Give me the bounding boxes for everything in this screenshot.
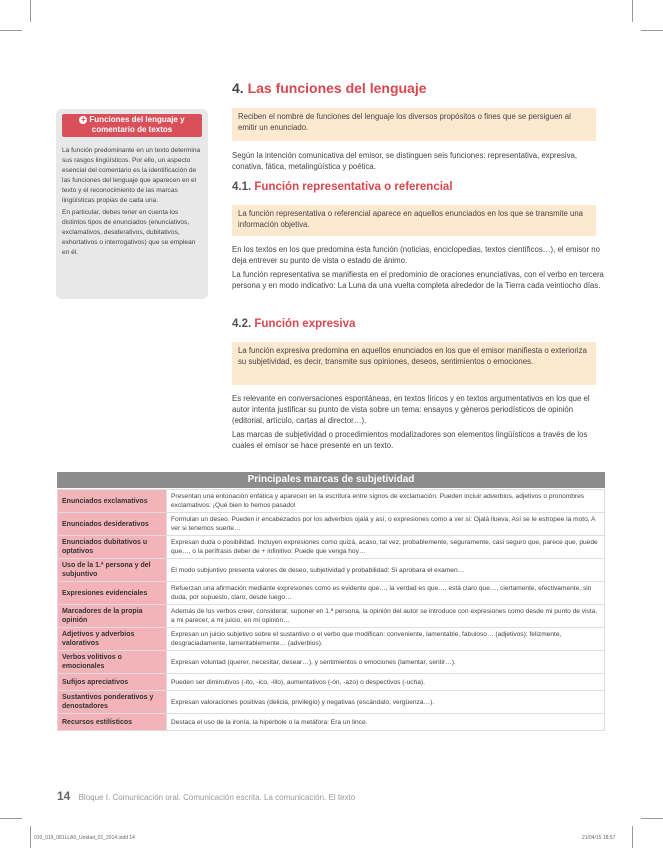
row-label: Sustantivos ponderativos y denostadores: [58, 691, 167, 714]
row-label: Enunciados dubitativos u optativos: [58, 536, 167, 559]
intro-text: [232, 150, 606, 172]
row-description: Refuerzan una afirmación mediante expresiones como es evidente que…, la verdad es que…, está claro que…, ciertamente, efectivamente, sin duda, por supuesto, claro, desde luego…: [167, 582, 605, 605]
row-label: Verbos volitivos o emocionales: [58, 651, 167, 674]
sidebar-title-text: Funciones del lenguaje y comentario de textos: [89, 115, 185, 134]
subsection-title: Función representativa o referencial: [254, 181, 453, 193]
body-paragraph: Las marcas de subjetividad o procedimientos modalizadores son elementos lingüísticos a través de los cuales el emisor se hace presente en un texto.: [232, 430, 588, 450]
table-row: [58, 691, 605, 714]
intro-box: Reciben el nombre de funciones del lenguaje los diversos propósitos o fines que se persiguen al emitir un enunciado.: [232, 108, 596, 141]
row-label: Adjetivos y adverbios valorativos: [58, 628, 167, 651]
row-description: El modo subjuntivo presenta valores de deseo, subjetividad y probabilidad: Si aprobara el examen…: [167, 559, 605, 582]
table-row: [58, 513, 605, 536]
page-footer: [57, 789, 355, 803]
row-description: Presentan una entonación enfática y aparecen en la escritura entre signos de exclamación. Pueden incluir adverbios, adjetivos o pronombres exclamativos: ¡Qué bien lo hemos pasado!: [167, 490, 605, 513]
section-heading: [232, 80, 427, 96]
body-paragraph: En los textos en los que predomina esta función (noticias, enciclopedias, textos científicos…), el emisor no deja entrever su punto de vista o estado de ánimo.: [232, 245, 600, 265]
definition-box: La función representativa o referencial aparece en aquellos enunciados en los que se transmite una información objetiva.: [232, 205, 596, 236]
subsection-heading: [232, 181, 453, 193]
body-paragraph: Es relevante en conversaciones espontáneas, en textos líricos y en textos argumentativos en los que el autor intenta justificar su punto de vista sobre un tema: ensayos y géneros periodísticos de opinión (editorial, artículo, cartas al director…).: [232, 394, 590, 425]
table-row: [58, 651, 605, 674]
row-label: Sufijos apreciativos: [58, 674, 167, 691]
row-label: Enunciados desiderativos: [58, 513, 167, 536]
subsection-body: [232, 244, 606, 291]
table-title: Principales marcas de subjetividad: [57, 472, 605, 488]
crop-mark: [0, 818, 22, 819]
row-label: Marcadores de la propia opinión: [58, 605, 167, 628]
sidebar-paragraph: En particular, debes tener en cuenta los distintos tipos de enunciados (enunciativos, exclamativos, desiderativos, dubitativos, exhortativos o interrogativos) que se emplean en él.: [62, 209, 196, 256]
row-label: Expresiones evidenciales: [58, 582, 167, 605]
section-title: Las funciones del lenguaje: [247, 80, 427, 96]
table-row: [58, 536, 605, 559]
crop-mark: [30, 826, 31, 848]
footer-text: Bloque I. Comunicación oral. Comunicación escrita. La comunicación. El texto: [78, 793, 356, 802]
table-row: [58, 605, 605, 628]
table-row: [58, 559, 605, 582]
page-number: 14: [57, 789, 71, 803]
crop-mark: [30, 0, 31, 22]
table-row: [58, 628, 605, 651]
date-slug: 21/04/15 18:57: [582, 835, 616, 841]
section-number: 4.: [232, 80, 244, 96]
subsection-body: [232, 393, 606, 451]
row-label: Enunciados exclamativos: [58, 490, 167, 513]
table-row: [58, 674, 605, 691]
subjectivity-table: [57, 489, 605, 731]
row-description: Además de los verbos creer, considerar, suponer en 1.ª persona, la opinión del autor se introduce con expresiones como desde mi punto de vista, a mi parecer, a mi juicio, en mi opinión…: [167, 605, 605, 628]
plus-icon: +: [81, 115, 86, 124]
row-description: Expresan un juicio subjetivo sobre el sustantivo o el verbo que modifican: conveniente, lamentable, fabuloso… (adjetivos); felizmente, desgraciadamente, lamentablemente… (adverbios).: [167, 628, 605, 651]
table-row: [58, 714, 605, 731]
intro-paragraph: Según la intención comunicativa del emisor, se distinguen seis funciones: representativa, expresiva, conativa, fática, metalingüística y poética.: [232, 151, 577, 171]
subsection-number: 4.2.: [232, 318, 252, 330]
sidebar-title: [62, 114, 202, 137]
file-slug: 010_019_081LLA0_Unidad_01_2014.indd 14: [34, 835, 135, 841]
subsection-title: Función expresiva: [254, 318, 356, 330]
row-label: Uso de la 1.ª persona y del subjuntivo: [58, 559, 167, 582]
row-description: Expresan valoraciones positivas (delicia, privilegio) y negativas (escándalo, vergüenza…).: [167, 691, 605, 714]
row-description: Pueden ser diminutivos (-ito, -ico, -illo), aumentativos (-ón, -azo) o despectivos (-ucha).: [167, 674, 605, 691]
row-label: Recursos estilísticos: [58, 714, 167, 731]
sidebar-paragraph: La función predominante en un texto determina sus rasgos lingüísticos. Por ello, un aspecto esencial del comentario es la identificación de las funciones del lenguaje que aparecen en el texto y el reconocimiento de las marcas lingüísticas propias de cada una.: [62, 147, 201, 204]
row-description: Expresan duda o posibilidad. Incluyen expresiones como quizá, acaso, tal vez, probablemente, seguramente, casi seguro que, parece que, puede que…, o la perífrasis deber de + infinitivo: Puede que venga hoy…: [167, 536, 605, 559]
crop-mark: [641, 818, 663, 819]
definition-box: La función expresiva predomina en aquellos enunciados en los que el emisor manifiesta o exterioriza su subjetividad, es decir, transmite sus opiniones, deseos, sentimientos o emociones.: [232, 342, 596, 385]
table-row: [58, 490, 605, 513]
row-description: Expresan voluntad (querer, necesitar, desear…), y sentimientos o emociones (lamentar, sentir…).: [167, 651, 605, 674]
table-row: [58, 582, 605, 605]
crop-mark: [632, 826, 633, 848]
crop-mark: [0, 30, 22, 31]
row-description: Formulan un deseo. Pueden ir encabezados por los adverbios ojalá y así, o expresiones como a ver si: Ojalá llueva, Así se le estropee la moto, A ver si tenemos suerte…: [167, 513, 605, 536]
subsection-number: 4.1.: [232, 181, 252, 193]
body-paragraph: La función representativa se manifiesta en el predominio de oraciones enunciativas, con el verbo en tercera persona y en modo indicativo: La Luna da una vuelta completa alrededor de la Tierra cada veintiocho días.: [232, 270, 604, 290]
crop-mark: [641, 30, 663, 31]
crop-mark: [632, 0, 633, 22]
subsection-heading: [232, 318, 355, 330]
sidebar-text: [62, 146, 204, 260]
row-description: Destaca el uso de la ironía, la hipérbole o la metáfora: Era un lince.: [167, 714, 605, 731]
